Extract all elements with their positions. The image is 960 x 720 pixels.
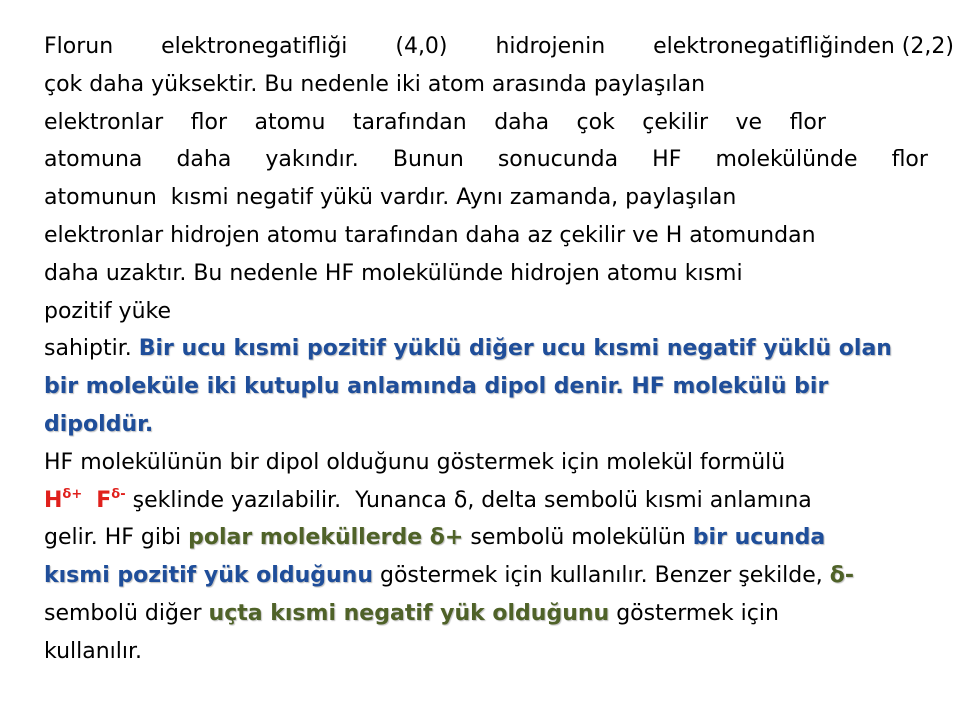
delta-minus-emphasis: δ- [829,563,855,589]
negative-charge-emphasis: uçta kısmi negatif yük olduğunu [208,600,610,626]
word: molekülünde [715,147,858,173]
word: çok [576,109,615,135]
word: flor [891,147,928,173]
word: yakındır. [265,147,359,173]
text-line-13 [44,482,954,520]
text-line-15 [44,557,954,595]
text-line-10: bir moleküle iki kutuplu anlamında dipol denir. HF molekülü bir [44,374,829,400]
formula-f [96,488,125,513]
word: Bunun [392,147,464,173]
word: HF [652,147,682,173]
word: daha [176,147,232,173]
word: çekilir [642,109,709,135]
formula-f-letter: F [96,487,112,513]
word: sonucunda [497,147,619,173]
formula-h [44,488,82,513]
word: flor [789,109,826,135]
word: elektronlar [44,109,164,135]
word: hidrojenin [495,34,606,59]
word: flor [190,109,227,135]
word: atomuna [44,147,143,173]
plain-text: sahiptir. [44,336,139,362]
formula-h-charge: δ+ [62,486,83,502]
word: (4,0) [395,34,448,59]
word: tarafından [352,109,467,135]
formula-f-charge: δ- [111,486,126,502]
positive-charge-emphasis: kısmi pozitif yük olduğunu [44,563,373,589]
word: ve [735,109,763,135]
word: elektronegatifliğinden (2,2) [653,34,954,59]
text-line-16 [44,595,954,633]
text-line-9 [44,330,954,368]
word: Florun [44,34,114,59]
plain-text: şeklinde yazılabilir. Yunanca δ, delta sembolü kısmi anlamına [125,487,812,513]
plain-text: sembolü diğer [44,600,209,626]
formula-h-letter: H [44,487,63,513]
text-line-12: HF molekülünün bir dipol olduğunu göstermek için molekül formülü [44,449,786,475]
word: atomu [254,109,326,135]
text-line-14 [44,519,954,557]
text-line-3 [44,104,826,142]
plain-text: göstermek için kullanılır. Benzer şekilde, [372,563,830,589]
text-line-6: elektronlar hidrojen atomu tarafından daha az çekilir ve H atomundan [44,222,816,248]
plain-text: gelir. HF gibi [44,525,189,551]
polar-emphasis: polar moleküllerde δ+ [188,525,464,551]
word: daha [494,109,550,135]
plain-text: sembolü molekülün [463,525,693,551]
positive-end-emphasis: bir ucunda [692,525,826,551]
dipole-definition-emphasis: Bir ucu kısmi pozitif yüklü diğer ucu kısmi negatif yüklü olan [138,336,892,362]
text-line-7: daha uzaktır. Bu nedenle HF molekülünde hidrojen atomu kısmi [44,260,743,286]
text-line-11: dipoldür. [44,411,154,437]
text-line-2: çok daha yüksektir. Bu nedenle iki atom arasında paylaşılan [44,71,706,97]
slide-body-text [44,28,954,671]
text-line-4 [44,141,928,179]
text-line-1 [44,28,954,66]
text-line-17: kullanılır. [44,638,143,664]
text-line-5: atomunun kısmi negatif yükü vardır. Aynı zamanda, paylaşılan [44,185,737,211]
word: elektronegatifliği [161,34,348,59]
text-line-8: pozitif yüke [44,298,172,324]
plain-text: göstermek için [609,600,779,626]
